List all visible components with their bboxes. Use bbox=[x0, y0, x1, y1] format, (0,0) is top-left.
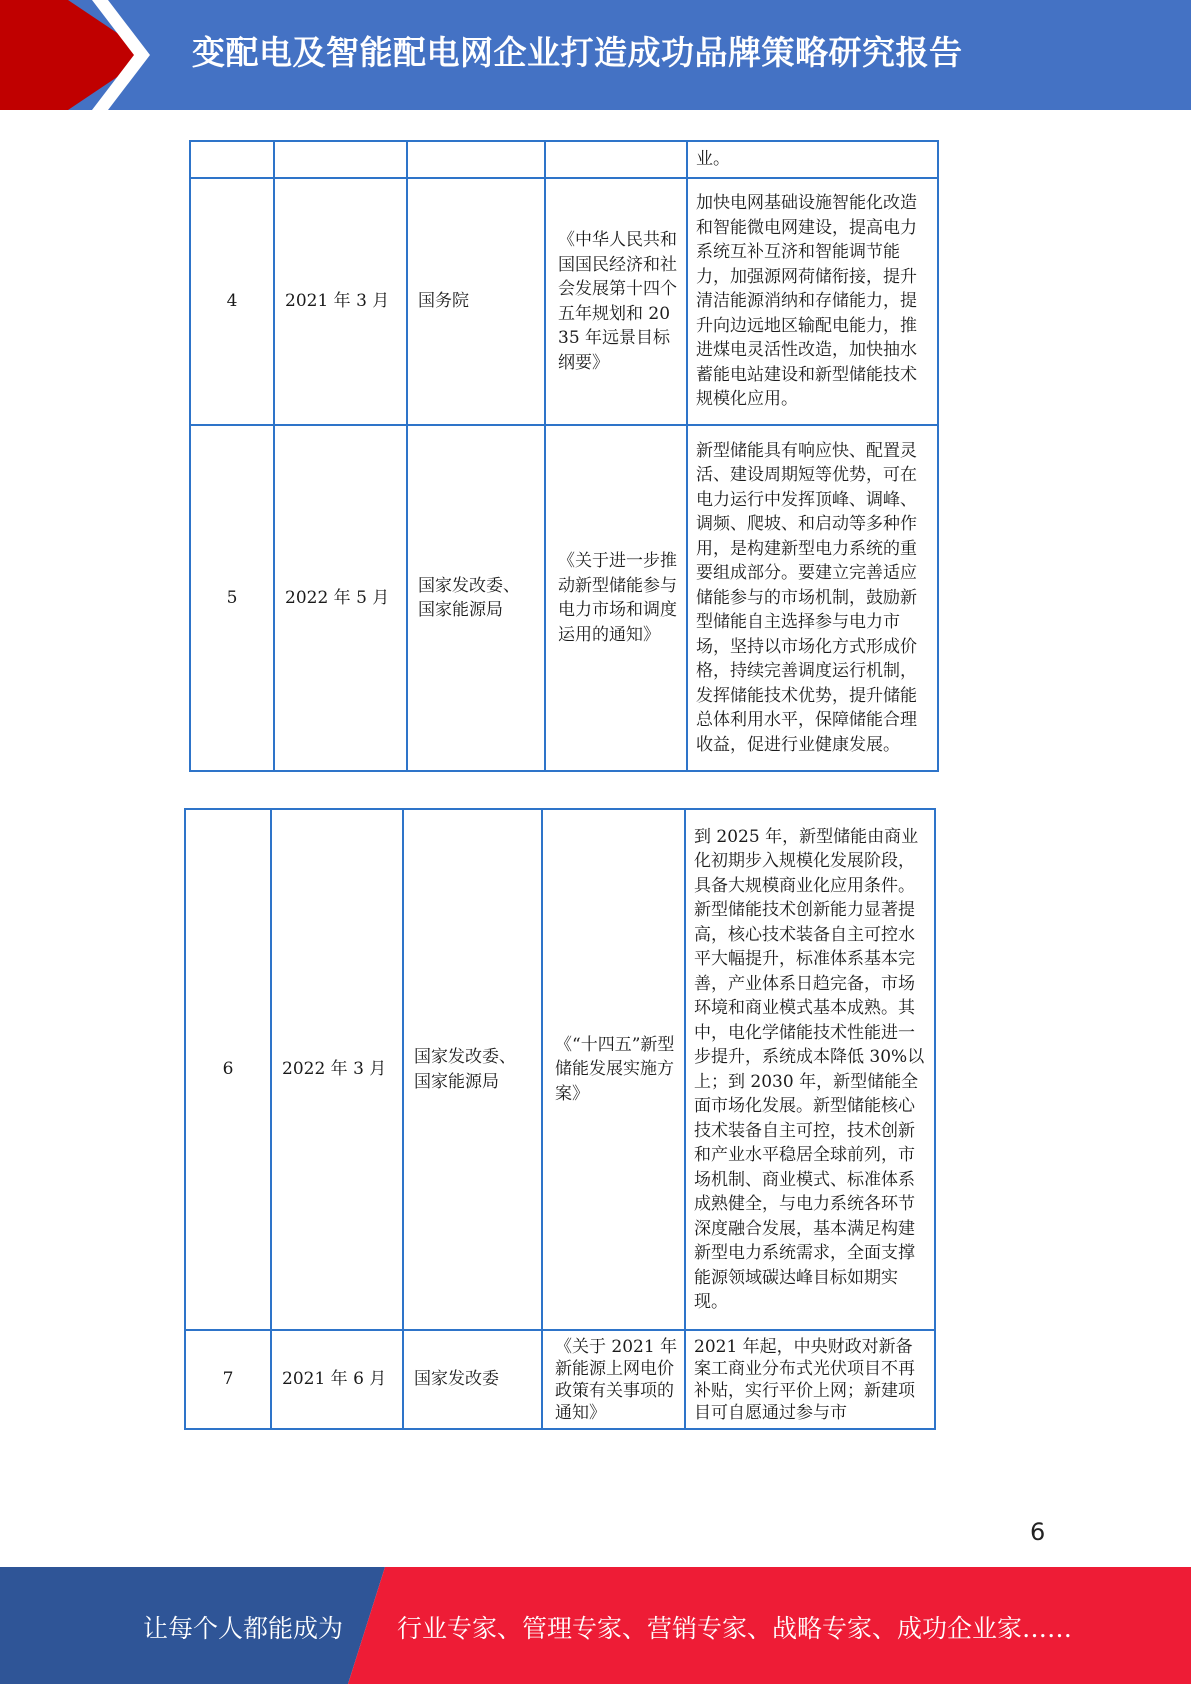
footer-slogan-right: 行业专家、管理专家、营销专家、战略专家、成功企业家…… bbox=[397, 1614, 1073, 1643]
row-document bbox=[545, 141, 687, 178]
policy-table-part-2 bbox=[184, 808, 936, 1430]
table-row bbox=[190, 178, 938, 425]
row-number: 5 bbox=[190, 425, 274, 771]
row-document: 《关于 2021 年新能源上网电价政策有关事项的通知》 bbox=[542, 1330, 685, 1429]
table-row bbox=[190, 425, 938, 771]
footer-slogan-left: 让每个人都能成为 bbox=[143, 1614, 344, 1643]
row-date: 2022 年 3 月 bbox=[271, 809, 403, 1330]
row-number bbox=[190, 141, 274, 178]
policy-table-part-1 bbox=[189, 140, 939, 772]
row-document: 《中华人民共和国国民经济和社会发展第十四个五年规划和 2035 年远景目标纲要》 bbox=[545, 178, 687, 425]
row-date bbox=[274, 141, 407, 178]
page-footer bbox=[0, 1567, 1191, 1684]
row-agency bbox=[407, 141, 545, 178]
row-document: 《关于进一步推动新型储能参与电力市场和调度运用的通知》 bbox=[545, 425, 687, 771]
row-description: 到 2025 年，新型储能由商业化初期步入规模化发展阶段，具备大规模商业化应用条件。新型储能技术创新能力显著提高，核心技术装备自主可控水平大幅提升，标准体系基本完善，产业体系日趋完备，市场环境和商业模式基本成熟。其中，电化学储能技术性能进一步提升，系统成本降低 30%以上；到 2030 年，新型储能全面市场化发展。新型储能核心技术装备自主可控，技术创新和产业水平稳居全球前列，市场机制、商业模式、标准体系成熟健全，与电力系统各环节深度融合发展，基本满足构建新型电力系统需求，全面支撑能源领域碳达峰目标如期实现。 bbox=[685, 809, 935, 1330]
row-agency: 国家发改委 bbox=[403, 1330, 542, 1429]
report-title: 变配电及智能配电网企业打造成功品牌策略研究报告 bbox=[192, 33, 963, 72]
page-number: 6 bbox=[1030, 1518, 1046, 1546]
row-date: 2022 年 5 月 bbox=[274, 425, 407, 771]
table-row bbox=[190, 141, 938, 178]
table-row bbox=[185, 809, 935, 1330]
row-date: 2021 年 6 月 bbox=[271, 1330, 403, 1429]
header-arrow-decoration bbox=[0, 0, 200, 110]
page-header bbox=[0, 0, 1191, 110]
row-description: 新型储能具有响应快、配置灵活、建设周期短等优势，可在电力运行中发挥顶峰、调峰、调频、爬坡、和启动等多种作用，是构建新型电力系统的重要组成部分。要建立完善适应储能参与的市场机制，鼓励新型储能自主选择参与电力市场，坚持以市场化方式形成价格，持续完善调度运行机制，发挥储能技术优势，提升储能总体利用水平，保障储能合理收益，促进行业健康发展。 bbox=[687, 425, 938, 771]
row-document: 《“十四五”新型储能发展实施方案》 bbox=[542, 809, 685, 1330]
row-agency: 国家发改委、国家能源局 bbox=[407, 425, 545, 771]
row-number: 7 bbox=[185, 1330, 271, 1429]
row-number: 4 bbox=[190, 178, 274, 425]
row-description: 业。 bbox=[687, 141, 938, 178]
row-agency: 国务院 bbox=[407, 178, 545, 425]
row-description: 加快电网基础设施智能化改造和智能微电网建设，提高电力系统互补互济和智能调节能力，加强源网荷储衔接，提升清洁能源消纳和存储能力，提升向边远地区输配电能力，推进煤电灵活性改造，加快抽水蓄能电站建设和新型储能技术规模化应用。 bbox=[687, 178, 938, 425]
table-row bbox=[185, 1330, 935, 1429]
row-number: 6 bbox=[185, 809, 271, 1330]
row-agency: 国家发改委、国家能源局 bbox=[403, 809, 542, 1330]
row-date: 2021 年 3 月 bbox=[274, 178, 407, 425]
row-description: 2021 年起，中央财政对新备案工商业分布式光伏项目不再补贴，实行平价上网；新建项目可自愿通过参与市 bbox=[685, 1330, 935, 1429]
